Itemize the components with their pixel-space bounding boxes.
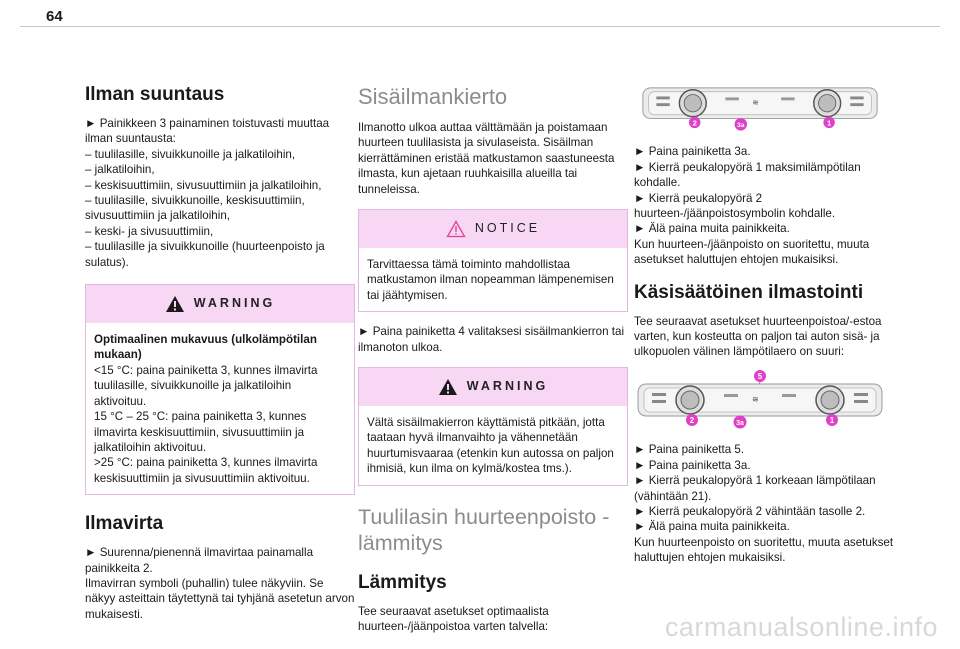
warning-label: WARNING [193, 296, 276, 311]
airflow-text: Ilmavirran symboli (puhallin) tulee näkyviin. Se näkyy asteittain täytettynä tai tyhjänä asetetun arvon mukaisesti. [85, 576, 355, 621]
subsection-title-heating: Lämmitys [358, 571, 447, 593]
notice-icon [446, 220, 466, 238]
air-direction-item: – tuulilasille, sivuikkunoille, keskisuuttimiin, sivusuuttimiin ja jalkatiloihin, [85, 194, 305, 223]
defrost-step: ► Kierrä peukalopyörä 2 huurteen-/jäänpoistosymbolin kohdalle. [634, 191, 836, 221]
manual-ac-text: Tee seuraavat asetukset huurteenpoistoa/-estoa varten, kun kosteutta on paljon tai auton sisä- ja ulkopuolen välinen lämpötilaero on suuri: [634, 314, 882, 359]
notice-label: NOTICE [474, 221, 541, 236]
warning-icon [165, 295, 185, 313]
defrost-step: ► Kierrä peukalopyörä 1 maksimilämpötilan kohdalle. [634, 160, 861, 190]
warning-line: <15 °C: paina painiketta 3, kunnes ilmavirta tuulilasille, sivuikkunoille ja jalkatiloihin aktivoituu. [94, 363, 318, 408]
defrost-note: Kun huurteen-/jäänpoisto on suoritettu, muuta asetukset haluttujen ehtojen mukaisiksi. [634, 237, 870, 267]
recirculation-step: ► Paina painiketta 4 valitaksesi sisäilmankierron tai ilmanoton ulkoa. [358, 325, 625, 354]
heating-text: Tee seuraavat asetukset optimaalista huurteen-/jäänpoistoa varten talvella: [358, 604, 549, 634]
air-direction-item: – tuulilasille, sivuikkunoille ja jalkatiloihin, [85, 147, 296, 161]
section-title-defrost: Tuulilasin huurteenpoisto - lämmitys [358, 504, 610, 555]
section-title-manual-ac: Käsisäätöinen ilmastointi [634, 281, 864, 303]
notice-text: Tarvittaessa tämä toiminto mahdollistaa matkustamon ilman nopeamman lämpenemisen tai jäähtymisen. [367, 258, 614, 302]
svg-text:≋: ≋ [752, 98, 759, 108]
panel2-label-3a: 3a [736, 419, 744, 427]
air-direction-intro: ► Painikkeen 3 painaminen toistuvasti muuttaa ilman suuntausta: [85, 117, 330, 146]
panel2-label-1: 1 [829, 415, 835, 425]
warning-body [86, 323, 354, 494]
air-direction-item: – keskisuuttimiin, sivusuuttimiin ja jalkatiloihin, [85, 178, 322, 192]
air-direction-item: – keski- ja sivusuuttimiin, [85, 224, 214, 238]
notice-body [359, 248, 627, 311]
recirculation-text: Ilmanotto ulkoa auttaa välttämään ja poistamaan huurteen tuulilasista ja sivulaseista. Sisäilman kierrättäminen eristää matkustamon saastuneesta ilmasta, kun ajetaan ruuhkaisilla alueilla tai tunneleissa. [358, 121, 615, 196]
manual-ac-step: ► Paina painiketta 5. [634, 443, 745, 457]
warning-icon [438, 378, 458, 396]
column-1 [85, 84, 355, 622]
panel2-label-5: 5 [757, 371, 763, 381]
svg-text:≋: ≋ [752, 394, 759, 404]
section-title-air-direction: Ilman suuntaus [85, 84, 225, 105]
manual-ac-step: ► Paina painiketta 3a. [634, 458, 751, 472]
warning-box-comfort [85, 284, 355, 495]
manual-ac-step: ► Kierrä peukalopyörä 2 vähintään tasolle 2. [634, 504, 866, 518]
air-direction-item: – tuulilasille ja sivuikkunoille (huurteenpoisto ja sulatus). [85, 240, 325, 269]
warning-title: Optimaalinen mukavuus (ulkolämpötilan mukaan) [94, 333, 317, 362]
panel2-label-2: 2 [689, 415, 695, 425]
header-divider [20, 26, 940, 27]
manual-ac-step: ► Älä paina muita painikkeita. [634, 520, 790, 534]
warning-text: Vältä sisäilmakierron käyttämistä pitkään, jotta taataan hyvä ilmanvaihto ja vähennetään huurtumisvaaraa (etenkin kun autossa on paljon ihmisiä, kun ilma on kylmä/kostea tms.). [367, 416, 614, 476]
defrost-step: ► Paina painiketta 3a. [634, 145, 751, 159]
page-number: 64 [46, 8, 63, 25]
warning-header [359, 368, 627, 406]
climate-panel-illustration-1 [634, 84, 886, 132]
warning-header [86, 285, 354, 323]
warning-label: WARNING [466, 379, 549, 394]
warning-line: >25 °C: paina painiketta 3, kunnes ilmavirta keskisuuttimiin ja sivusuuttimiin aktivoituu. [94, 456, 318, 485]
climate-panel-illustration-2 [634, 370, 886, 430]
manual-ac-step: ► Kierrä peukalopyörä 1 korkeaan lämpötilaan (vähintään 21). [634, 474, 876, 503]
panel1-label-2: 2 [692, 118, 697, 128]
panel1-label-1: 1 [826, 118, 832, 128]
column-3 [634, 84, 904, 566]
airflow-step: ► Suurenna/pienennä ilmavirtaa painamalla painikkeita 2. [85, 546, 314, 575]
manual-ac-note: Kun huurteenpoisto on suoritettu, muuta asetukset haluttujen ehtojen mukaisiksi. [634, 535, 894, 565]
air-direction-item: – jalkatiloihin, [85, 163, 155, 177]
notice-box [358, 209, 628, 312]
section-title-airflow: Ilmavirta [85, 513, 164, 535]
column-2 [358, 84, 628, 635]
section-title-recirculation: Sisäilmankierto [358, 84, 508, 109]
warning-box-recirculation [358, 367, 628, 486]
notice-header [359, 210, 627, 248]
panel1-label-3a: 3a [737, 122, 745, 130]
defrost-step: ► Älä paina muita painikkeita. [634, 222, 790, 236]
warning-body [359, 406, 627, 485]
warning-line: 15 °C – 25 °C: paina painiketta 3, kunnes ilmavirta keskisuuttimiin, sivusuuttimiin ja jalkatiloihin aktivoituu. [94, 410, 307, 454]
watermark: carmanualsonline.info [664, 612, 938, 642]
